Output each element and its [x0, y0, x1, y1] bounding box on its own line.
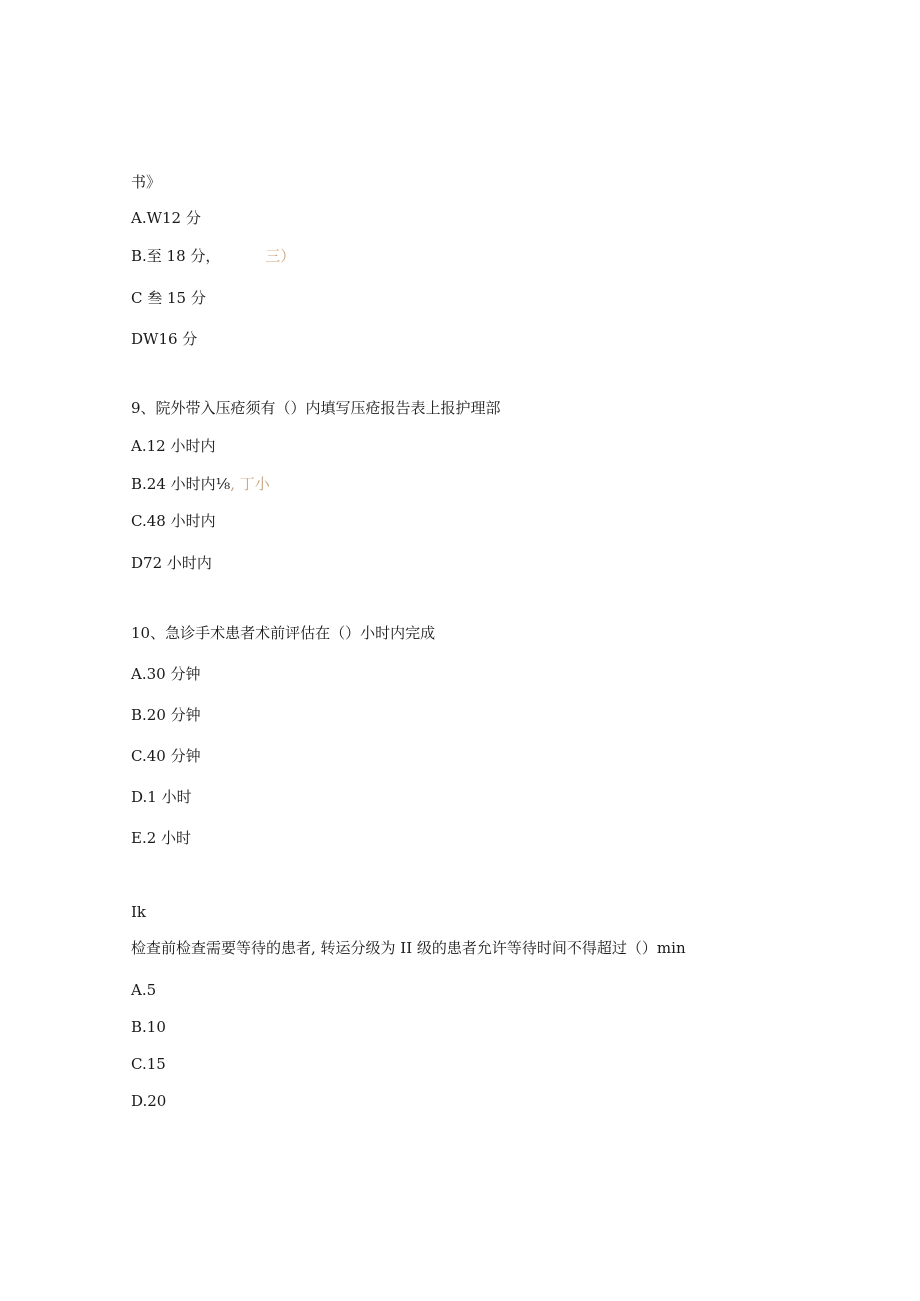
option-a: A.5: [131, 981, 157, 999]
option-a: A.W12 分: [131, 209, 201, 227]
option-d: DW16 分: [131, 330, 198, 348]
question-stem: 检查前检查需要等待的患者, 转运分级为 II 级的患者允许等待时间不得超过（）min: [131, 939, 686, 957]
option-e: E.2 小时: [131, 829, 192, 847]
option-b: B.10: [131, 1018, 166, 1036]
option-label: B.至 18 分，: [131, 247, 221, 265]
question-stem: 9、院外带入压疮须有（）内填写压疮报告表上报护理部: [131, 399, 501, 417]
carryover-text: 书》: [131, 173, 162, 191]
option-d: D72 小时内: [131, 554, 212, 572]
option-c: C.15: [131, 1055, 166, 1073]
option-c: C.40 分钟: [131, 747, 201, 765]
option-b: B.20 分钟: [131, 706, 201, 724]
option-a: A.12 小时内: [131, 437, 216, 455]
option-d: D.20: [131, 1092, 167, 1110]
option-c: C.48 小时内: [131, 512, 216, 530]
question-number: Ik: [131, 903, 147, 921]
option-b: [131, 246, 295, 266]
option-a: A.30 分钟: [131, 665, 201, 683]
option-c: C 叁 15 分: [131, 289, 206, 307]
handwritten-annotation: 三）: [265, 247, 296, 265]
option-label: B.24 小时内⅛: [131, 475, 231, 493]
question-stem: 10、急诊手术患者术前评估在（）小时内完成: [131, 624, 436, 642]
option-d: D.1 小时: [131, 788, 192, 806]
handwritten-annotation: , 丁小: [230, 475, 270, 493]
option-b: [131, 474, 270, 494]
